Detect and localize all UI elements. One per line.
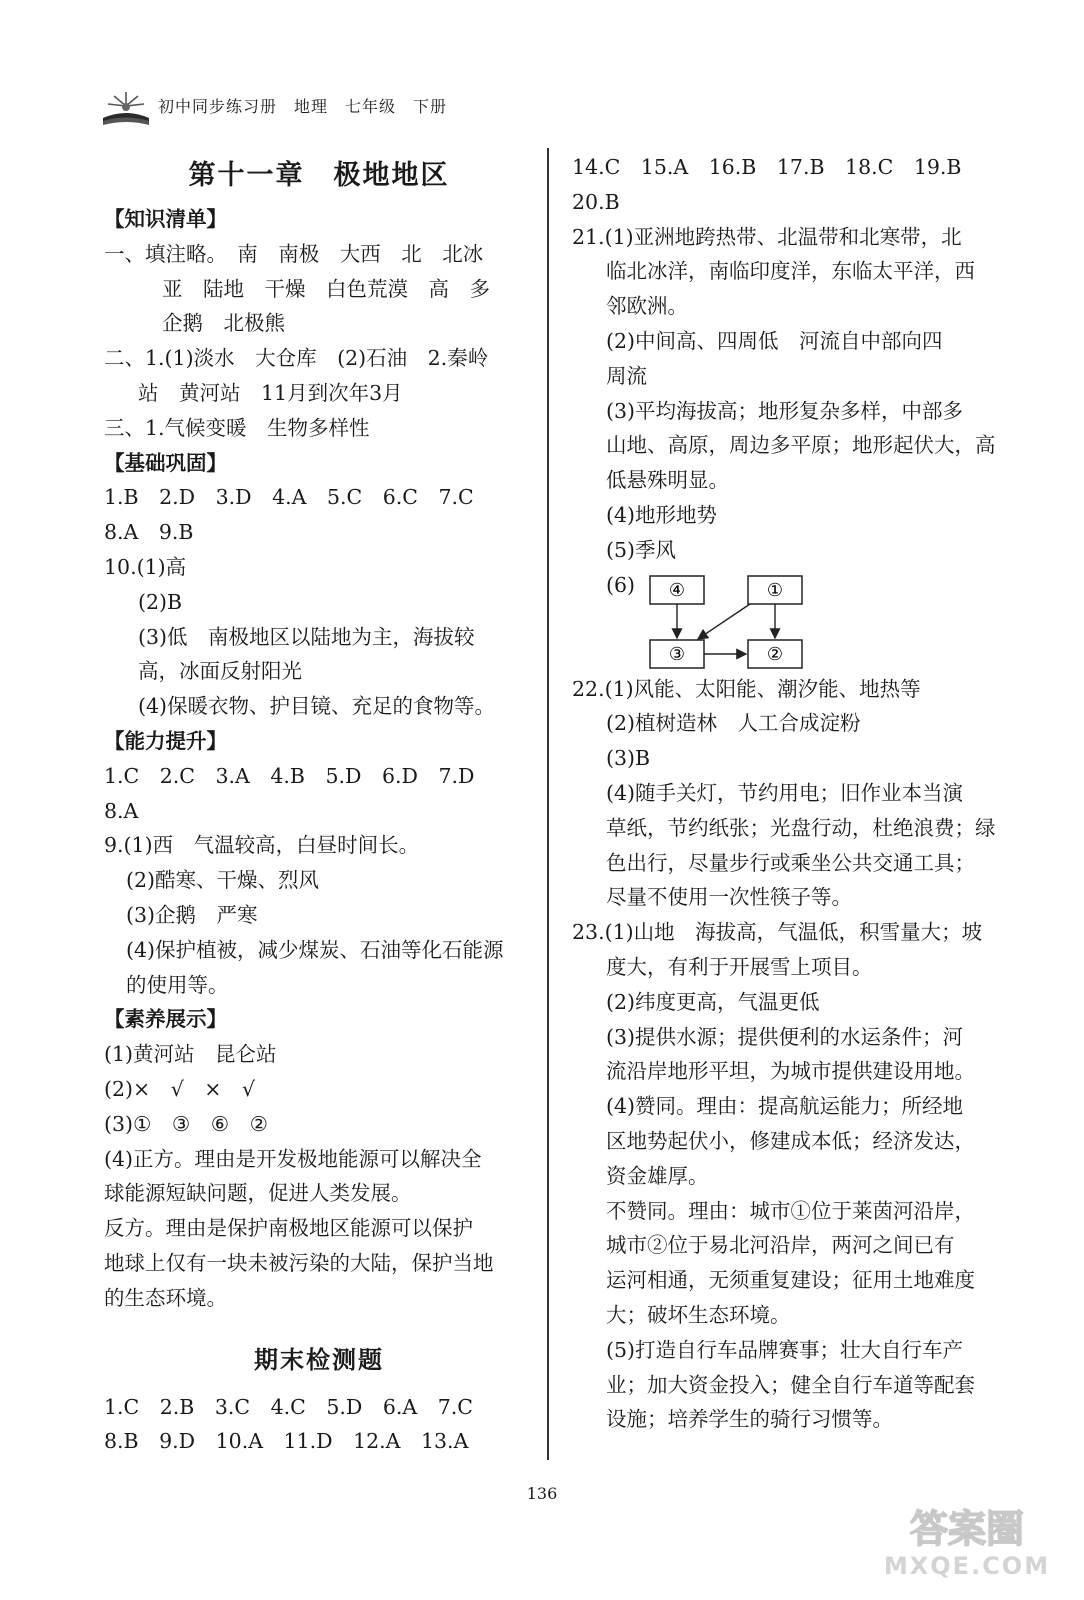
final-test-answer-list	[104, 1390, 534, 1460]
answer-line: (2)植树造林 人工合成淀粉	[606, 711, 861, 736]
answer-line: 14.C 15.A 16.B 17.B 18.C 19.B	[572, 155, 962, 179]
answer-line: (4)保暖衣物、护目镜、充足的食物等。	[138, 694, 496, 719]
answer-line: (4)正方。理由是开发极地能源可以解决全	[104, 1146, 482, 1171]
diagram-box-4-label: ④	[668, 579, 686, 601]
watermark-text-url: MXQE.COM	[883, 1552, 1051, 1580]
section-heading: 【素养展示】	[104, 1007, 227, 1032]
answer-line: 业；加大资金投入；健全自行车道等配套	[606, 1372, 975, 1397]
answer-line: (4)地形地势	[606, 502, 718, 527]
diagram-label: (6)	[606, 572, 636, 597]
answer-line: 二、1.(1)淡水 大仓库 (2)石油 2.秦岭	[104, 346, 489, 371]
answer-line: (2)酷寒、干燥、烈风	[126, 868, 320, 893]
answer-line: (3)低 南极地区以陆地为主，海拔较	[138, 624, 475, 649]
answer-line: 1.C 2.C 3.A 4.B 5.D 6.D 7.D	[104, 763, 475, 788]
answer-line: 色出行，尽量步行或乘坐公共交通工具；	[606, 850, 975, 875]
answer-line: 亚 陆地 干燥 白色荒漠 高 多	[162, 276, 490, 301]
answer-line: (3)① ③ ⑥ ②	[104, 1111, 269, 1136]
right-column	[572, 150, 1002, 1437]
answer-line: 临北冰洋，南临印度洋，东临太平洋，西	[606, 259, 975, 284]
answer-line: 10.(1)高	[104, 554, 187, 579]
answer-line: 的生态环境。	[104, 1285, 227, 1310]
answer-line: 周流	[606, 363, 647, 388]
flow-diagram-row	[572, 568, 1002, 672]
answer-line: 地球上仅有一块未被污染的大陆，保护当地	[104, 1250, 494, 1275]
section-heading: 【基础巩固】	[104, 450, 227, 475]
answer-line: 1.B 2.D 3.D 4.A 5.C 6.C 7.C	[104, 485, 474, 510]
answer-line: (4)赞同。理由：提高航运能力；所经地	[606, 1094, 964, 1119]
left-answer-list	[104, 202, 534, 1316]
answer-line: 尽量不使用一次性筷子等。	[606, 885, 852, 910]
book-logo-icon	[100, 88, 152, 128]
answer-line: 低悬殊明显。	[606, 468, 729, 493]
answer-line: 21.(1)亚洲地跨热带、北温带和北寒带，北	[572, 224, 962, 249]
answer-line: 的使用等。	[126, 972, 229, 997]
diagram-box-3-label: ③	[668, 643, 686, 665]
answer-line: 20.B	[572, 189, 620, 214]
answer-line: 球能源短缺问题，促进人类发展。	[104, 1181, 412, 1206]
answer-line: (5)打造自行车品牌赛事；壮大自行车产	[606, 1337, 964, 1362]
diagram-box-2-label: ②	[766, 643, 784, 665]
answer-line: (4)随手关灯，节约用电；旧作业本当演	[606, 780, 964, 805]
diagram-box-1-label: ①	[766, 579, 784, 601]
answer-line: 流沿岸地形平坦，为城市提供建设用地。	[606, 1059, 975, 1084]
running-header	[100, 88, 460, 128]
answer-line: 邻欧洲。	[606, 294, 688, 319]
watermark-text-cn: 答案圈	[909, 1507, 1025, 1551]
answer-line: 反方。理由是保护南极地区能源可以保护	[104, 1216, 473, 1241]
chapter-title: 第十一章 极地地区	[188, 160, 450, 191]
answer-line: 草纸，节约纸张；光盘行动，杜绝浪费；绿	[606, 815, 996, 840]
answer-line: 运河相通，无须重复建设；征用土地难度	[606, 1268, 975, 1293]
answer-line: (2)B	[138, 589, 183, 614]
header-title: 初中同步练习册 地理 七年级 下册	[158, 97, 448, 116]
answer-line: 设施；培养学生的骑行习惯等。	[606, 1407, 893, 1432]
answer-line: 9.(1)西 气温较高，白昼时间长。	[104, 833, 420, 858]
flow-diagram	[646, 568, 886, 672]
answer-line: 8.A 9.B	[104, 520, 194, 545]
right-answer-list	[572, 150, 1002, 568]
answer-line: (2)× √ × √	[104, 1076, 256, 1101]
answer-line: 大；破坏生态环境。	[606, 1302, 791, 1327]
answer-line: (2)纬度更高，气温更低	[606, 989, 820, 1014]
answer-line: 企鹅 北极熊	[162, 311, 285, 336]
column-divider	[547, 148, 549, 1460]
answer-line: 8.A	[104, 798, 139, 823]
answer-line: 资金雄厚。	[606, 1163, 709, 1188]
section-heading: 【知识清单】	[104, 207, 227, 231]
answer-line: (3)提供水源；提供便利的水运条件；河	[606, 1024, 964, 1049]
watermark-logo	[872, 1502, 1062, 1582]
answer-line: 不赞同。理由：城市①位于莱茵河沿岸，	[606, 1198, 975, 1223]
answer-line: 高，冰面反射阳光	[138, 659, 302, 684]
answer-line: (2)中间高、四周低 河流自中部向四	[606, 328, 943, 353]
answer-line: 23.(1)山地 海拔高，气温低，积雪量大；坡	[572, 920, 983, 945]
answer-line: (5)季风	[606, 537, 677, 562]
page-number: 136	[526, 1484, 558, 1503]
answer-line: 度大，有利于开展雪上项目。	[606, 954, 873, 979]
answer-line: 8.B 9.D 10.A 11.D 12.A 13.A	[104, 1429, 469, 1454]
arrow-1-to-3	[698, 604, 750, 639]
answer-line: (3)平均海拔高；地形复杂多样，中部多	[606, 398, 964, 423]
answer-line: (3)企鹅 严寒	[126, 902, 258, 927]
right-answer-list-continued	[572, 672, 1002, 1438]
final-test-title: 期末检测题	[254, 1344, 384, 1374]
answer-line: 三、1.气候变暖 生物多样性	[104, 415, 370, 440]
section-heading: 【能力提升】	[104, 728, 227, 753]
answer-line: 22.(1)风能、太阳能、潮汐能、地热等	[572, 676, 921, 701]
answer-line: (4)保护植被，减少煤炭、石油等化石能源	[126, 937, 504, 962]
answer-line: 站 黄河站 11月到次年3月	[138, 380, 403, 405]
left-column	[104, 150, 534, 1459]
answer-line: 城市②位于易北河沿岸，两河之间已有	[606, 1233, 955, 1258]
answer-line: 区地势起伏小，修建成本低；经济发达，	[606, 1128, 975, 1153]
answer-line: 1.C 2.B 3.C 4.C 5.D 6.A 7.C	[104, 1394, 473, 1419]
answer-line: (1)黄河站 昆仑站	[104, 1042, 277, 1067]
answer-line: (3)B	[606, 746, 651, 771]
answer-line: 一、填注略。 南 南极 大西 北 北冰	[104, 241, 484, 266]
answer-line: 山地、高原，周边多平原；地形起伏大，高	[606, 433, 996, 458]
